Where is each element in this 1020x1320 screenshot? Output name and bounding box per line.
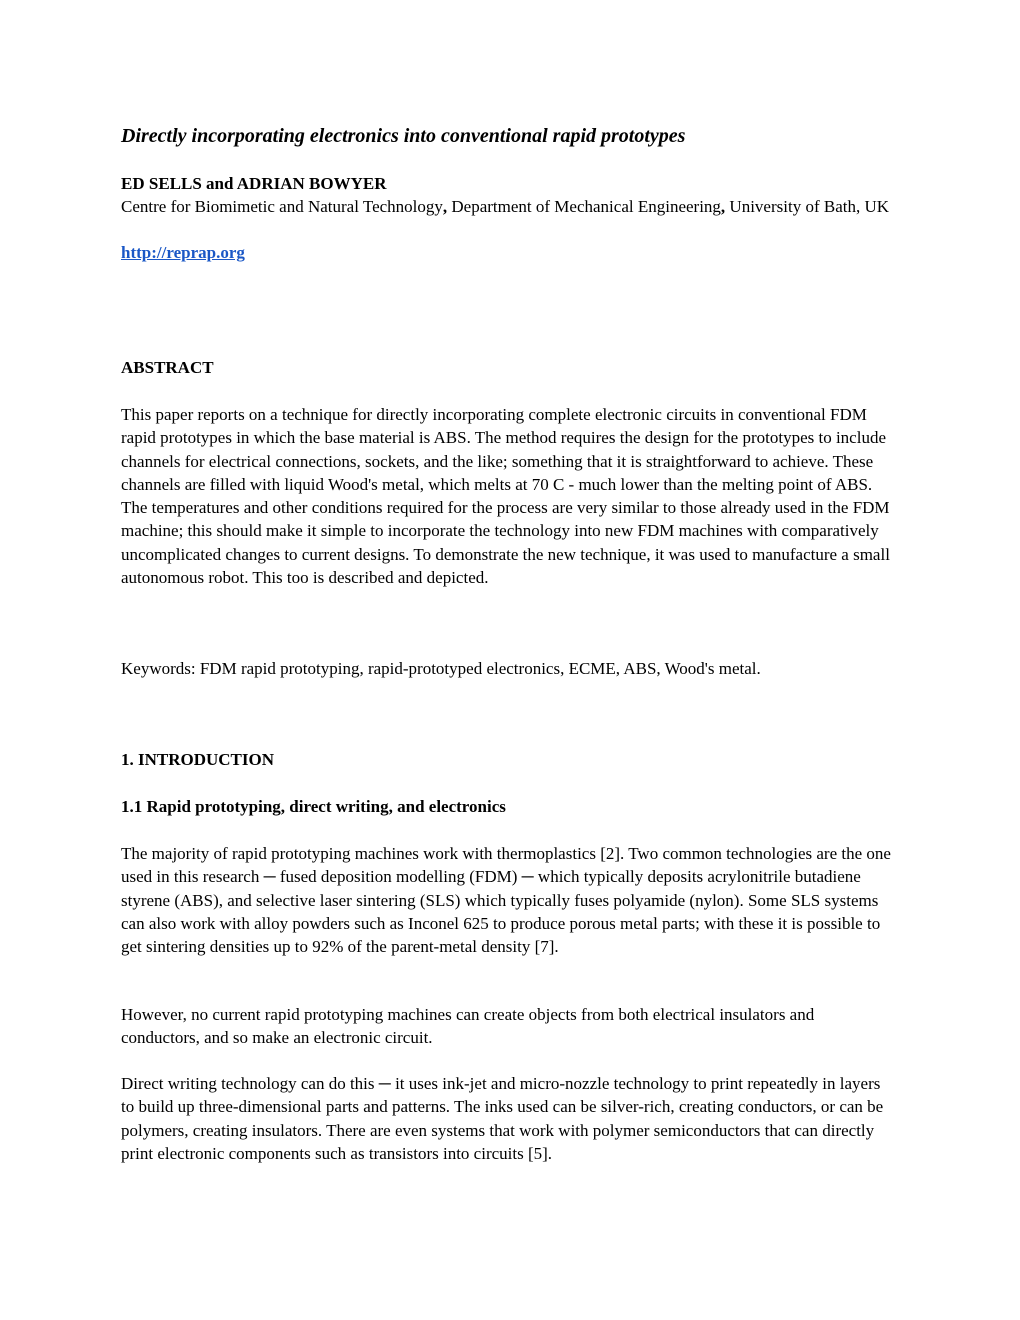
keywords-text: Keywords: FDM rapid prototyping, rapid-prototyped electronics, ECME, ABS, Wood's metal. (121, 659, 761, 678)
subsection-1-1-heading: 1.1 Rapid prototyping, direct writing, and electronics (121, 797, 506, 816)
section-1-heading: 1. INTRODUCTION (121, 750, 275, 769)
affiliation-department: Department of Mechanical Engineering (447, 197, 721, 216)
project-url-link[interactable]: http://reprap.org (121, 243, 245, 262)
intro-paragraph-2: However, no current rapid prototyping machines can create objects from both electrical insulators and conductors, and so make an electronic circuit. (121, 1005, 815, 1048)
author-names: ED SELLS and ADRIAN BOWYER (121, 174, 387, 193)
intro-paragraph-3: Direct writing technology can do this ─ it uses ink-jet and micro-nozzle technology to print repeatedly in layers to build up three-dimensional parts and patterns. The inks used can be silver-rich, creating conductors, or can be polymers, creating insulators. There are even systems that work with polymer semiconductors that can directly print electronic components such as transistors into circuits [5]. (121, 1074, 884, 1163)
paper-title: Directly incorporating electronics into conventional rapid prototypes (121, 125, 686, 147)
abstract-heading: ABSTRACT (121, 358, 214, 377)
affiliation (121, 195, 891, 218)
abstract-text: This paper reports on a technique for directly incorporating complete electronic circuits in conventional FDM rapid prototypes in which the base material is ABS. The method requires the design for the prototypes to include channels for electrical connections, sockets, and the like; something that it is straightforward to achieve. These channels are filled with liquid Wood's metal, which melts at 70 C - much lower than the melting point of ABS. The temperatures and other conditions required for the process are very similar to those already used in the FDM machine; this should make it simple to incorporate the technology into new FDM machines with comparatively uncomplicated changes to current designs. To demonstrate the new technique, it was used to manufacture a small autonomous robot. This too is described and depicted. (121, 405, 890, 588)
affiliation-university: University of Bath, UK (725, 197, 890, 216)
intro-paragraph-1: The majority of rapid prototyping machines work with thermoplastics [2]. Two common technologies are the one used in this research ─ fused deposition modelling (FDM) ─ which typically deposits acrylonitrile butadiene styrene (ABS), and selective laser sintering (SLS) which typically fuses polyamide (nylon). Some SLS systems can also work with alloy powders such as Inconel 625 to produce porous metal parts; with these it is possible to get sintering densities up to 92% of the parent-metal density [7]. (121, 844, 891, 957)
affiliation-separator: , (442, 197, 448, 216)
affiliation-separator: , (720, 197, 726, 216)
affiliation-centre: Centre for Biomimetic and Natural Technology (121, 197, 443, 216)
